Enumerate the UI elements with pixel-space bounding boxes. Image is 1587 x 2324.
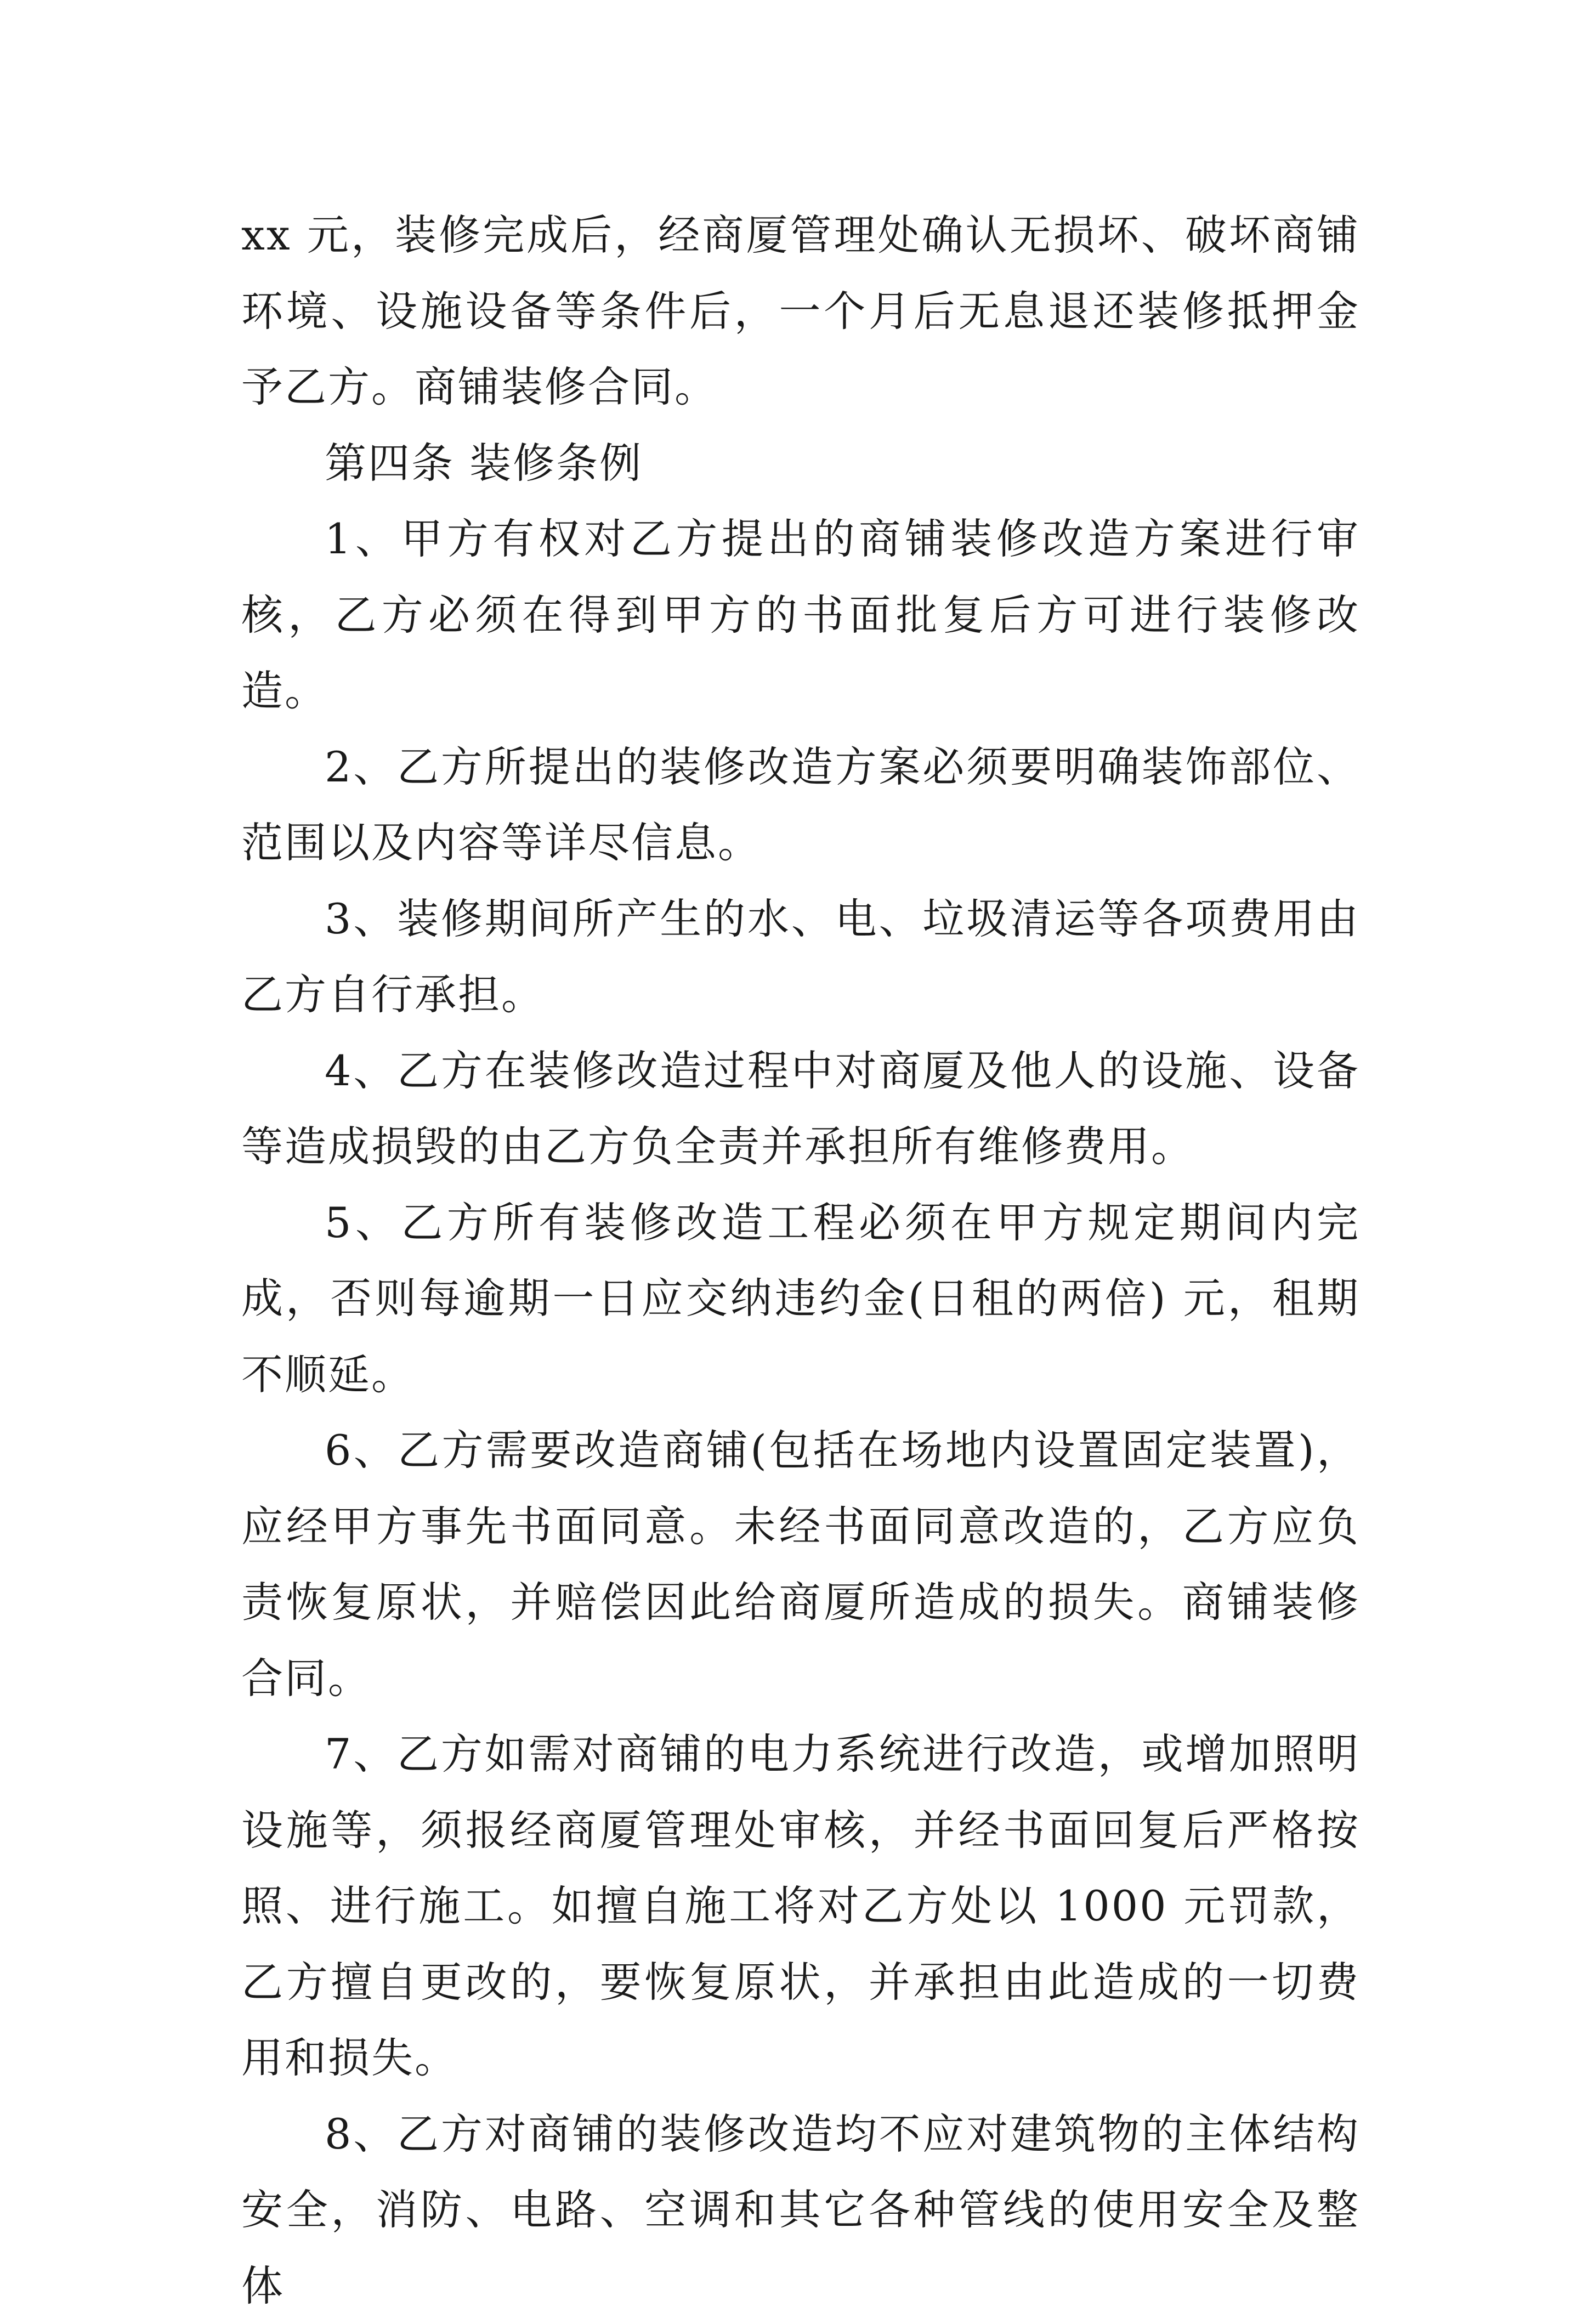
document-body [241,197,1360,2324]
clause-6: 6、乙方需要改造商铺(包括在场地内设置固定装置)，应经甲方事先书面同意。未经书面同意改造的，乙方应负责恢复原状，并赔偿因此给商厦所造成的损失。商铺装修合同。 [241,1413,1360,1716]
clause-7: 7、乙方如需对商铺的电力系统进行改造，或增加照明设施等，须报经商厦管理处审核，并经书面回复后严格按照、进行施工。如擅自施工将对乙方处以 1000 元罚款，乙方擅自更改的，要恢复原状，并承担由此造成的一切费用和损失。 [241,1716,1360,2096]
clause-4: 4、乙方在装修改造过程中对商厦及他人的设施、设备等造成损毁的由乙方负全责并承担所有维修费用。 [241,1033,1360,1185]
clause-8: 8、乙方对商铺的装修改造均不应对建筑物的主体结构安全，消防、电路、空调和其它各种管线的使用安全及整体 [241,2096,1360,2324]
article-four-heading: 第四条 装修条例 [241,426,1360,502]
clause-2: 2、乙方所提出的装修改造方案必须要明确装饰部位、范围以及内容等详尽信息。 [241,729,1360,881]
clause-3: 3、装修期间所产生的水、电、垃圾清运等各项费用由乙方自行承担。 [241,881,1360,1033]
paragraph-deposit-continuation: xx 元，装修完成后，经商厦管理处确认无损坏、破坏商铺环境、设施设备等条件后，一个月后无息退还装修抵押金予乙方。商铺装修合同。 [241,197,1360,426]
clause-5: 5、乙方所有装修改造工程必须在甲方规定期间内完成，否则每逾期一日应交纳违约金(日租的两倍) 元，租期不顺延。 [241,1185,1360,1413]
clause-1: 1、甲方有权对乙方提出的商铺装修改造方案进行审核，乙方必须在得到甲方的书面批复后方可进行装修改造。 [241,501,1360,729]
